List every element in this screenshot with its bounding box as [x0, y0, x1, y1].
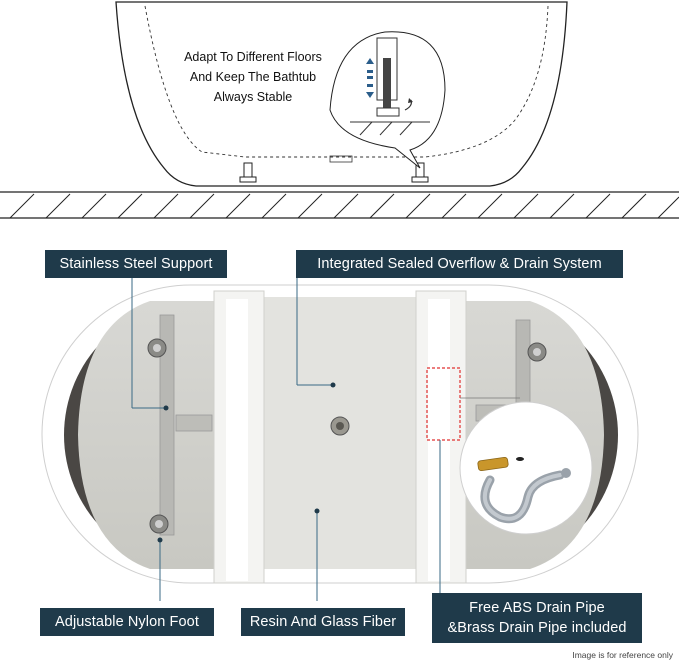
drain-pipe-label — [432, 593, 642, 643]
drain-system-label: Integrated Sealed Overflow & Drain System — [296, 250, 623, 278]
bathtub-side-illustration — [0, 0, 679, 230]
stainless-steel-support-label: Stainless Steel Support — [45, 250, 227, 278]
reference-footnote: Image is for reference only — [572, 650, 673, 660]
drain-pipe-detail-icon — [460, 402, 592, 534]
drain-pipe-label-line-1: Free ABS Drain Pipe — [469, 600, 605, 616]
bathtub-underside-illustration — [0, 275, 679, 605]
note-line-3: Always Stable — [213, 90, 293, 104]
note-line-2: And Keep The Bathtub — [189, 70, 317, 84]
note-line-1: Adapt To Different Floors — [184, 50, 322, 64]
adjustable-nylon-foot-label: Adjustable Nylon Foot — [40, 608, 214, 636]
drain-pipe-label-line-2: &Brass Drain Pipe included — [447, 620, 627, 636]
resin-glass-fiber-label: Resin And Glass Fiber — [241, 608, 405, 636]
floor-adaptation-note — [158, 47, 348, 107]
